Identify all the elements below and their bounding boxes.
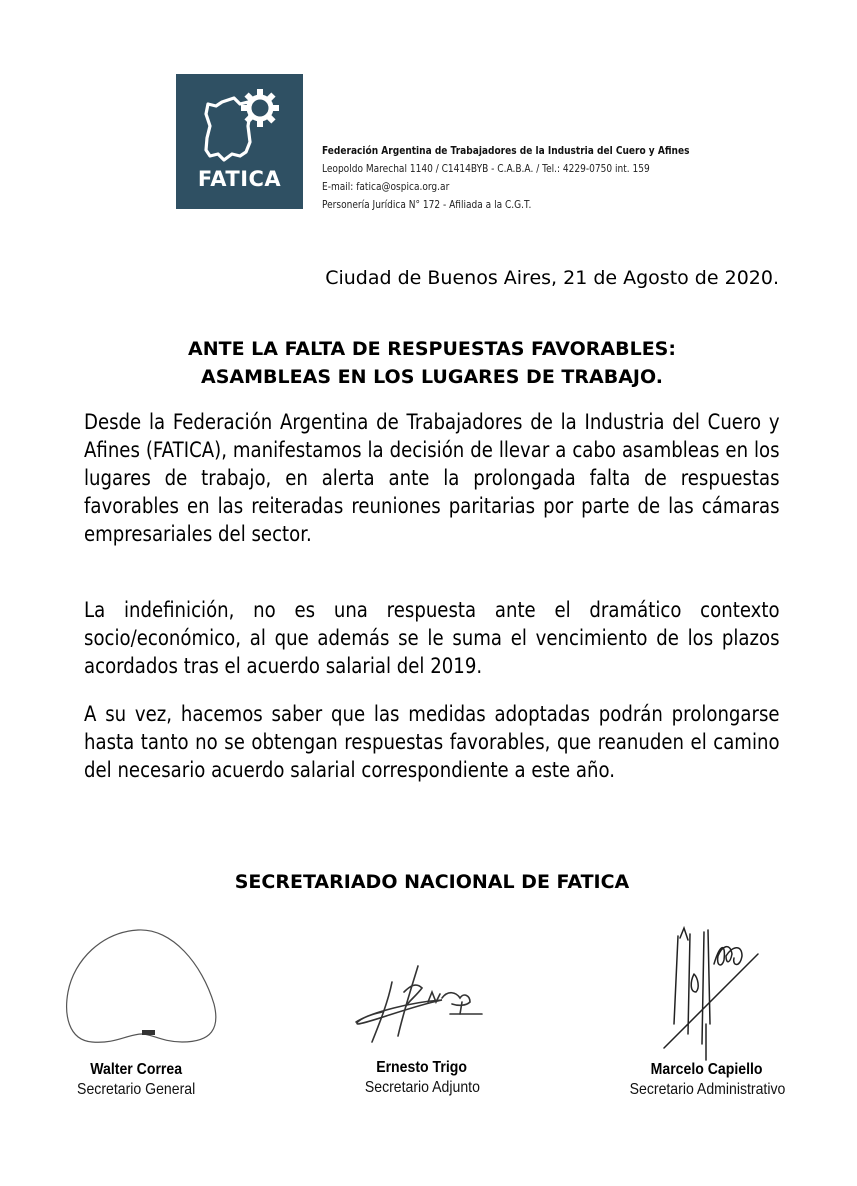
date-line: Ciudad de Buenos Aires, 21 de Agosto de 2020. — [325, 267, 779, 289]
signatory-role: Secretario General — [76, 1081, 196, 1098]
paragraph-1: Desde la Federación Argentina de Trabajadores de la Industria del Cuero y Afines (FATICA), manifestamos la decisión de llevar a cabo asambleas en los lugares de trabajo, en alerta ante la prolongada falta de respuestas favorables en las reiteradas reuniones paritarias por parte de las cámaras empresariales del sector. — [84, 410, 780, 546]
org-info — [322, 142, 689, 214]
signatory-name: Walter Correa — [90, 1061, 182, 1078]
org-legal: Personería Jurídica N° 172 - Afiliada a la C.G.T. — [322, 199, 532, 211]
signature-walter-correa — [62, 924, 222, 1050]
signatory-3 — [587, 1059, 827, 1098]
paragraph-2: La indefinición, no es una respuesta ante el dramático contexto socio/económico, al que además se le suma el vencimiento de los plazos acordados tras el acuerdo salarial del 2019. — [84, 598, 780, 678]
fatica-logo — [176, 74, 303, 209]
signatory-1 — [16, 1059, 256, 1098]
title-line-2: ASAMBLEAS EN LOS LUGARES DE TRABAJO. — [201, 366, 663, 388]
title-line-1: ANTE LA FALTA DE RESPUESTAS FAVORABLES: — [188, 338, 676, 360]
signatory-2 — [302, 1057, 542, 1096]
signatory-name: Ernesto Trigo — [376, 1059, 468, 1076]
logo-text: FATICA — [197, 167, 282, 191]
document-title — [0, 335, 857, 391]
org-address: Leopoldo Marechal 1140 / C1414BYB - C.A.B.A. / Tel.: 4229-0750 int. 159 — [322, 163, 650, 175]
org-name: Federación Argentina de Trabajadores de la Industria del Cuero y Afines — [322, 145, 690, 157]
signatory-role: Secretario Administrativo — [629, 1081, 785, 1098]
signatory-role: Secretario Adjunto — [364, 1079, 480, 1096]
signatory-name: Marcelo Capiello — [651, 1061, 763, 1078]
org-email: E-mail: fatica@ospica.org.ar — [322, 181, 450, 193]
signature-marcelo-capiello — [650, 924, 765, 1064]
paragraph-3: A su vez, hacemos saber que las medidas adoptadas podrán prolongarse hasta tanto no se obtengan respuestas favorables, que reanuden el camino del necesario acuerdo salarial correspondiente a este año. — [84, 702, 780, 782]
signoff-heading: SECRETARIADO NACIONAL DE FATICA — [234, 871, 630, 893]
signature-ernesto-trigo — [352, 962, 488, 1048]
